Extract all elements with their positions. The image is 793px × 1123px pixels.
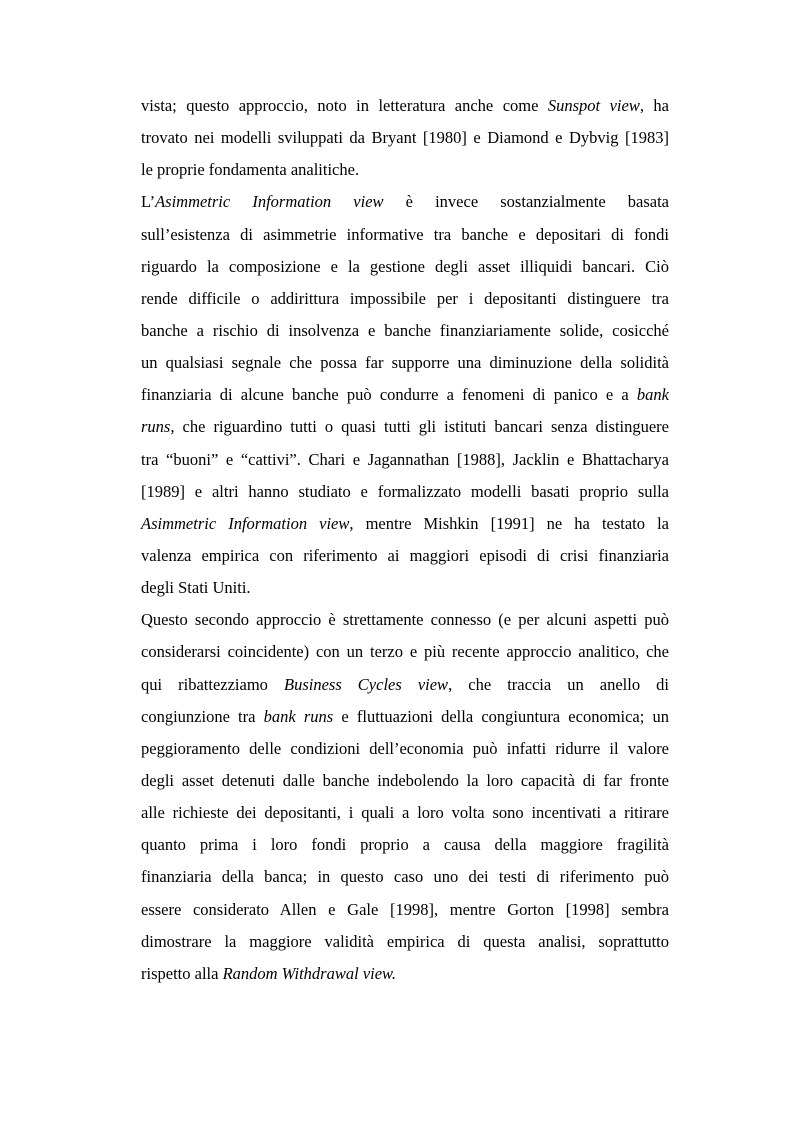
text-run: essere considerato Allen e Gale [1998], mentre Gorton [1998] sembra [141,899,669,919]
text-line [141,444,669,476]
text-run: , ha [639,96,669,115]
text-run: qui ribattezziamo [141,674,284,694]
italic-text-run: Business Cycles view [283,674,449,694]
text-run: sull’esistenza di asimmetrie informative tra banche e depositari di fondi [141,224,669,244]
text-line [141,733,669,765]
text-line [141,829,669,861]
text-line [141,251,669,283]
text-run: trovato nei modelli sviluppati da Bryant [1980] e Diamond e Dybvig [1983] [141,128,669,148]
text-run: [1989] e altri hanno studiato e formalizzato modelli basati proprio sulla [141,481,669,501]
text-run: degli Stati Uniti. [141,578,251,598]
text-line [141,540,669,572]
text-run: considerarsi coincidente) con un terzo e più recente approccio analitico, che [141,642,669,662]
text-run: alle richieste dei depositanti, i quali a loro volta sono incentivati a ritirare [141,803,669,823]
italic-text-run: Asimmetric Information view [141,513,350,533]
italic-text-run: Asimmetric Information view [155,192,384,212]
text-line [141,90,669,122]
body-text [141,90,669,990]
text-run: rende difficile o addirittura impossibile per i depositanti distinguere tra [141,288,669,308]
text-run: , mentre Mishkin [1991] ne ha testato la [349,513,669,533]
text-line [141,926,669,958]
text-line [141,572,669,604]
text-line [141,122,669,154]
text-run: vista; questo approccio, noto in letteratura anche come [141,96,548,115]
paragraph [141,90,669,186]
italic-text-run: Random Withdrawal view. [222,963,396,983]
text-line [141,379,669,411]
text-line [141,636,669,668]
text-run: peggioramento delle condizioni dell’economia può infatti ridurre il valore [141,738,669,758]
text-run: L’ [141,192,156,212]
text-run: finanziaria della banca; in questo caso uno dei testi di riferimento può [141,867,669,887]
text-line [141,219,669,251]
text-run: banche a rischio di insolvenza e banche finanziariamente solide, cosicché [141,320,669,340]
paragraph [141,604,669,990]
text-line [141,765,669,797]
italic-text-run: bank runs [263,706,334,726]
text-run: è invece sostanzialmente basata [383,192,669,212]
text-run: le proprie fondamenta analitiche. [141,160,360,180]
text-line [141,797,669,829]
text-line [141,894,669,926]
text-line [141,958,669,990]
text-line [141,508,669,540]
italic-text-run: runs, [141,417,175,437]
text-run: congiunzione tra [141,706,264,726]
text-line [141,669,669,701]
text-run: riguardo la composizione e la gestione degli asset illiquidi bancari. Ciò [141,256,669,276]
text-run: , che traccia un anello di [448,674,669,694]
text-line [141,604,669,636]
text-line [141,154,669,186]
text-line [141,186,669,218]
text-run: dimostrare la maggiore validità empirica di questa analisi, soprattutto [141,931,669,951]
text-run: Questo secondo approccio è strettamente connesso (e per alcuni aspetti può [141,610,669,630]
text-run: valenza empirica con riferimento ai maggiori episodi di crisi finanziaria [141,545,669,565]
text-run: che riguardino tutti o quasi tutti gli istituti bancari senza distinguere [174,417,669,437]
text-line [141,861,669,893]
text-run: un qualsiasi segnale che possa far supporre una diminuzione della solidità [141,353,669,373]
text-run: quanto prima i loro fondi proprio a causa della maggiore fragilità [141,835,669,855]
text-line [141,701,669,733]
text-line [141,476,669,508]
text-run: e fluttuazioni della congiuntura economica; un [333,706,670,726]
text-line [141,283,669,315]
text-run: degli asset detenuti dalle banche indebolendo la loro capacità di far fronte [141,770,669,790]
text-line [141,411,669,443]
italic-text-run: Sunspot view [547,96,640,115]
text-line [141,347,669,379]
text-run: rispetto alla [141,963,223,983]
paragraph [141,186,669,604]
text-run: tra “buoni” e “cattivi”. Chari e Jagannathan [1988], Jacklin e Bhattacharya [141,449,669,469]
italic-text-run: bank [636,385,669,405]
text-line [141,315,669,347]
text-run: finanziaria di alcune banche può condurre a fenomeni di panico e a [141,385,637,405]
